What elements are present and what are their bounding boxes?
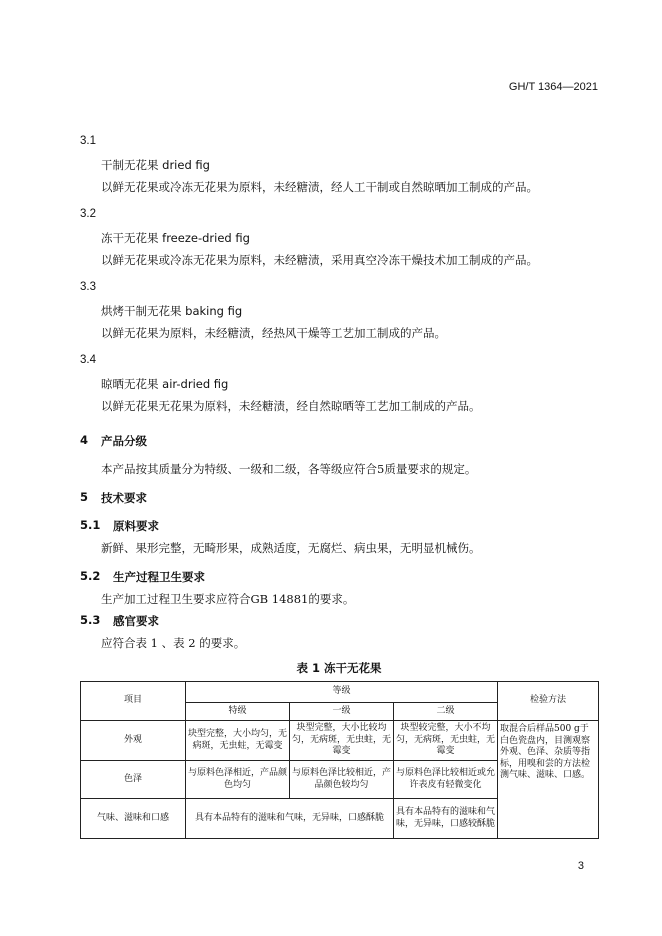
quality-table <box>80 681 599 839</box>
section-text: 生产加工过程卫生要求应符合GB 14881的要求。 <box>101 592 355 606</box>
term-number: 3.4 <box>80 354 96 366</box>
header-second-grade: 二级 <box>394 703 498 721</box>
header-item: 项目 <box>81 682 186 721</box>
term-definition: 以鲜无花果或冷冻无花果为原料，未经糖渍，经人工干制或自然晾晒加工制成的产品。 <box>101 180 538 194</box>
term-number: 3.2 <box>80 208 96 220</box>
table-header-row <box>81 682 599 703</box>
term-title: 晾晒无花果 air-dried fig <box>101 377 229 391</box>
section-text: 本产品按其质量分为特级、一级和二级，各等级应符合5质量要求的规定。 <box>101 462 477 476</box>
table-row <box>81 721 599 761</box>
section-number: 4 <box>80 433 89 447</box>
section-text: 应符合表 1 、表 2 的要求。 <box>101 636 246 650</box>
row-first: 块型完整，大小比较均匀，无病斑，无虫蛀，无霉变 <box>290 721 394 761</box>
section-text: 新鲜、果形完整，无畸形果，成熟适度，无腐烂、病虫果，无明显机械伤。 <box>101 541 481 555</box>
row-special: 块型完整，大小均匀，无病斑，无虫蛀，无霉变 <box>186 721 290 761</box>
row-item: 气味、滋味和口感 <box>81 799 186 839</box>
section-title: 原料要求 <box>113 519 159 533</box>
header-grade: 等级 <box>186 682 498 703</box>
term-number: 3.1 <box>80 135 96 147</box>
header-method: 检验方法 <box>498 682 599 721</box>
section-number: 5.2 <box>80 569 101 583</box>
section-number: 5 <box>80 490 89 504</box>
row-item: 外观 <box>81 721 186 761</box>
term-definition: 以鲜无花果无花果为原料，未经糖渍，经自然晾晒等工艺加工制成的产品。 <box>101 399 481 413</box>
section-title: 技术要求 <box>101 491 147 505</box>
term-title: 烘烤干制无花果 baking fig <box>101 304 243 318</box>
term-title: 冻干无花果 freeze-dried fig <box>101 231 250 245</box>
row-second: 与原料色泽比较相近或允许表皮有轻微变化 <box>394 761 498 799</box>
header-first-grade: 一级 <box>290 703 394 721</box>
header-special-grade: 特级 <box>186 703 290 721</box>
row-item: 色泽 <box>81 761 186 799</box>
table-caption: 表 1 冻干无花果 <box>296 661 382 675</box>
standard-code: GH/T 1364—2021 <box>508 81 598 93</box>
section-title: 感官要求 <box>113 614 159 628</box>
row-second: 具有本品特有的滋味和气味，无异味，口感较酥脆 <box>394 799 498 839</box>
row-first: 与原料色泽比较相近，产品颜色较均匀 <box>290 761 394 799</box>
section-title: 生产过程卫生要求 <box>113 570 205 584</box>
row-special: 与原料色泽相近，产品颜色均匀 <box>186 761 290 799</box>
row-special-first: 具有本品特有的滋味和气味，无异味，口感酥脆 <box>186 799 394 839</box>
term-definition: 以鲜无花果为原料，未经糖渍，经热风干燥等工艺加工制成的产品。 <box>101 326 446 340</box>
section-number: 5.1 <box>80 518 101 532</box>
section-number: 5.3 <box>80 613 101 627</box>
term-title: 干制无花果 dried fig <box>101 158 210 172</box>
term-number: 3.3 <box>80 281 96 293</box>
row-method: 取混合后样品500 g于白色瓷盘内，目测观察外观、色泽、杂质等指标，用嗅和尝的方法检测气味、滋味、口感。 <box>498 721 599 839</box>
term-definition: 以鲜无花果或冷冻无花果为原料，未经糖渍，采用真空冷冻干燥技术加工制成的产品。 <box>101 253 538 267</box>
page-number: 3 <box>577 860 584 872</box>
row-second: 块型较完整，大小不均匀，无病斑，无虫蛀，无霉变 <box>394 721 498 761</box>
section-title: 产品分级 <box>101 434 147 448</box>
